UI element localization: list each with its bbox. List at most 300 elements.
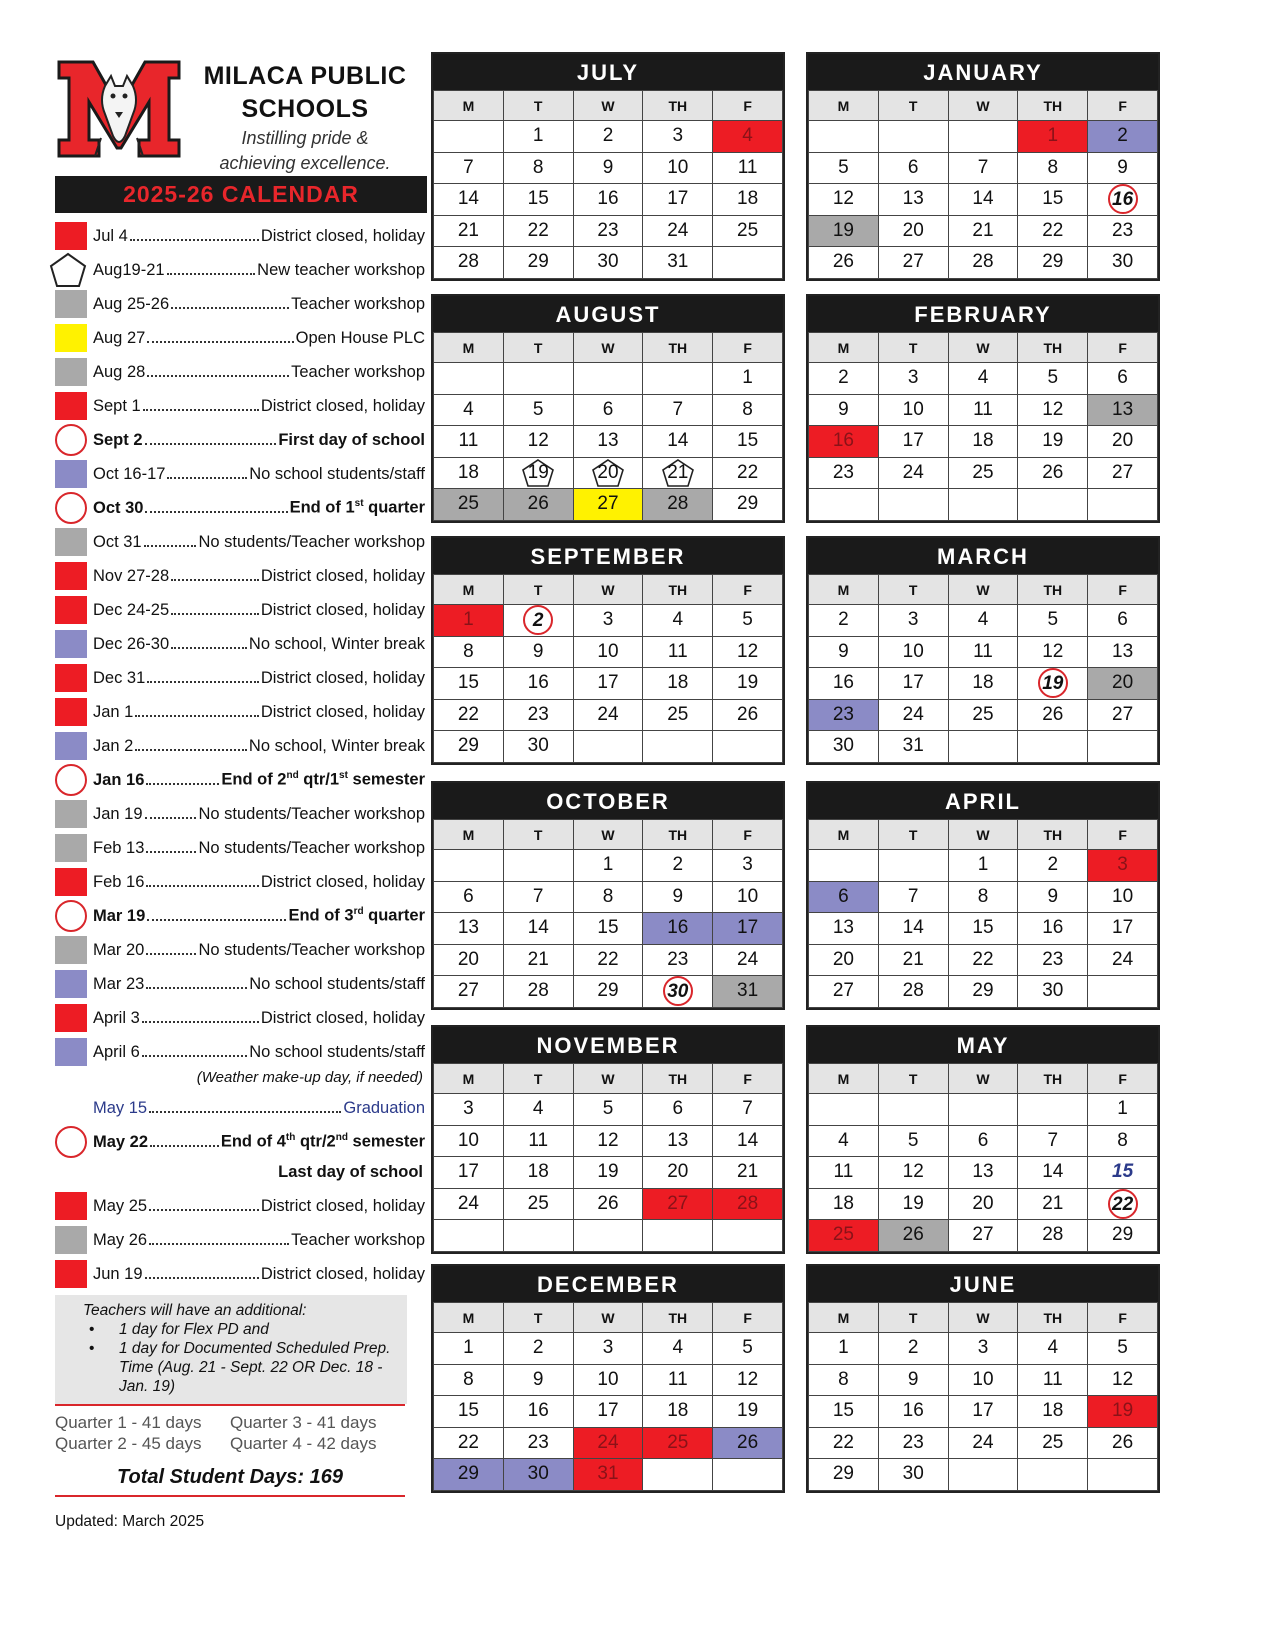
- legend-value: Teacher workshop: [291, 1230, 425, 1249]
- day-cell: [713, 636, 783, 668]
- day-number: 15: [457, 672, 479, 694]
- day-cell: [434, 426, 504, 458]
- day-number: 5: [907, 1129, 919, 1151]
- day-number: 1: [742, 367, 753, 389]
- leader-dots: [143, 409, 259, 411]
- day-number: 26: [737, 703, 759, 725]
- legend-date: May 26: [93, 1230, 148, 1249]
- day-cell: [434, 1364, 504, 1396]
- day-number: 31: [737, 980, 759, 1002]
- day-cell: [809, 1427, 879, 1459]
- day-number: 3: [907, 609, 919, 631]
- legend-item: [55, 695, 435, 729]
- legend-date: Sept 1: [93, 396, 141, 415]
- day-number: 14: [667, 430, 689, 452]
- day-number: 24: [597, 1431, 619, 1453]
- weekday-header: M: [434, 1064, 504, 1094]
- month-grid: [808, 1302, 1158, 1491]
- day-number: 23: [832, 461, 854, 483]
- weekday-header: M: [809, 820, 879, 850]
- day-number: 17: [902, 430, 924, 452]
- day-cell: [573, 944, 643, 976]
- leader-dots: [145, 443, 277, 445]
- day-number: 29: [1112, 1224, 1134, 1246]
- day-cell: [643, 121, 713, 153]
- legend-value: End of 1: [289, 498, 355, 517]
- day-cell: [643, 1396, 713, 1428]
- weekday-header: W: [948, 1064, 1018, 1094]
- day-cell: [948, 1157, 1018, 1189]
- day-number: 15: [1112, 1161, 1134, 1183]
- weekday-header: T: [878, 1064, 948, 1094]
- day-number: 13: [832, 917, 854, 939]
- day-cell: [503, 668, 573, 700]
- day-number: 15: [457, 1400, 479, 1422]
- day-cell: [1018, 1427, 1088, 1459]
- day-number: 22: [457, 703, 479, 725]
- day-cell: [878, 699, 948, 731]
- day-number: 5: [742, 609, 753, 631]
- day-cell: [1088, 394, 1158, 426]
- leader-dots: [147, 919, 286, 921]
- day-number: 6: [1117, 367, 1128, 389]
- month-title: MARCH: [808, 538, 1158, 574]
- weekday-header: W: [948, 333, 1018, 363]
- day-cell: [643, 394, 713, 426]
- day-cell: [434, 184, 504, 216]
- day-cell: [1088, 215, 1158, 247]
- day-cell: [878, 636, 948, 668]
- legend-date: Dec 26-30: [93, 634, 170, 653]
- day-cell: [434, 152, 504, 184]
- day-number: 15: [737, 430, 759, 452]
- day-cell: [573, 1220, 643, 1252]
- color-swatch: [55, 664, 87, 692]
- legend-description: [343, 1099, 425, 1118]
- day-number: 6: [672, 1098, 684, 1120]
- day-cell: [573, 215, 643, 247]
- legend-date: Aug19-21: [93, 260, 165, 279]
- color-swatch: [55, 596, 87, 624]
- legend-value: Open House PLC: [295, 328, 425, 347]
- weekday-header: W: [573, 820, 643, 850]
- weekday-header: M: [434, 1303, 504, 1333]
- day-cell: [573, 1427, 643, 1459]
- day-cell: [1018, 1364, 1088, 1396]
- day-number: 23: [667, 948, 689, 970]
- leader-dots: [146, 885, 258, 887]
- weekday-header: F: [1088, 91, 1158, 121]
- legend-sup: nd: [335, 1132, 348, 1144]
- day-number: 20: [667, 1161, 689, 1183]
- day-number: 1: [838, 1337, 849, 1359]
- day-cell: [878, 668, 948, 700]
- quarter-1: Quarter 1 - 41 days: [55, 1413, 202, 1432]
- month-title: JANUARY: [808, 54, 1158, 90]
- legend-value-after: semester: [347, 770, 425, 789]
- day-number: 10: [1112, 885, 1134, 907]
- motto-line2: achieving excellence.: [219, 153, 391, 173]
- day-number: 5: [602, 1098, 614, 1120]
- day-cell: [948, 1396, 1018, 1428]
- teacher-note-head: Teachers will have an additional:: [83, 1302, 307, 1319]
- day-number: 1: [463, 609, 474, 631]
- day-number: 31: [597, 1463, 619, 1485]
- day-number: 18: [667, 1400, 689, 1422]
- day-cell: [573, 1157, 643, 1189]
- day-number: 22: [1108, 1189, 1138, 1219]
- day-cell: [434, 457, 504, 489]
- legend-description: [291, 363, 425, 382]
- day-cell: [1088, 1125, 1158, 1157]
- day-number: 1: [602, 854, 614, 876]
- day-number: 18: [972, 430, 994, 452]
- day-cell: [809, 1459, 879, 1491]
- legend-value: No students/Teacher workshop: [198, 940, 425, 959]
- day-cell: [434, 1459, 504, 1491]
- day-number: 9: [838, 398, 849, 420]
- day-number: 5: [838, 156, 849, 178]
- month-november: [431, 1025, 785, 1254]
- day-number: 13: [972, 1161, 994, 1183]
- legend-date: Jan 2: [93, 736, 134, 755]
- day-cell: [713, 1125, 783, 1157]
- day-number: 10: [972, 1368, 994, 1390]
- legend-item: [55, 321, 435, 355]
- day-number: 23: [527, 1431, 549, 1453]
- day-number: 24: [457, 1192, 479, 1214]
- day-cell: [713, 457, 783, 489]
- legend-date: Dec 24-25: [93, 600, 170, 619]
- legend-value: End of 2: [221, 770, 287, 789]
- day-cell: [573, 1125, 643, 1157]
- leader-dots: [147, 375, 289, 377]
- weekday-header: T: [878, 1303, 948, 1333]
- weekday-header: M: [434, 333, 504, 363]
- day-number: 28: [1042, 1224, 1064, 1246]
- day-number: 26: [597, 1192, 619, 1214]
- day-cell: [643, 668, 713, 700]
- legend-value-after: semester: [347, 1132, 425, 1151]
- day-cell: [643, 731, 713, 763]
- weekday-header: F: [1088, 1303, 1158, 1333]
- day-cell: [1018, 489, 1088, 521]
- color-swatch: [55, 1226, 87, 1254]
- day-number: 8: [1117, 1129, 1128, 1151]
- month-grid: [808, 574, 1158, 763]
- day-cell: [809, 1220, 879, 1252]
- day-number: 29: [597, 980, 619, 1002]
- color-swatch: [55, 324, 87, 352]
- day-cell: [713, 1333, 783, 1365]
- weekday-header: TH: [643, 333, 713, 363]
- day-number: 21: [737, 1161, 759, 1183]
- month-june: [806, 1264, 1160, 1493]
- day-cell: [809, 699, 879, 731]
- day-cell: [503, 363, 573, 395]
- day-number: 22: [457, 1431, 479, 1453]
- day-cell: [713, 363, 783, 395]
- month-grid: [433, 1302, 783, 1491]
- day-cell: [573, 976, 643, 1008]
- weekday-header: T: [878, 333, 948, 363]
- day-cell: [1088, 1188, 1158, 1220]
- leader-dots: [146, 783, 219, 785]
- legend-value: District closed, holiday: [260, 396, 425, 415]
- day-cell: [434, 1333, 504, 1365]
- day-cell: [1018, 1333, 1088, 1365]
- day-number: 15: [972, 917, 994, 939]
- leader-dots: [130, 239, 259, 241]
- day-cell: [1018, 881, 1088, 913]
- day-cell: [434, 944, 504, 976]
- month-grid: [433, 574, 783, 763]
- day-cell: [643, 605, 713, 637]
- day-number: 4: [672, 1337, 684, 1359]
- day-cell: [1018, 363, 1088, 395]
- day-cell: [713, 1364, 783, 1396]
- weekday-header: T: [503, 1064, 573, 1094]
- day-number: 23: [902, 1431, 924, 1453]
- day-cell: [434, 605, 504, 637]
- legend-item: [55, 593, 435, 627]
- day-cell: [948, 668, 1018, 700]
- day-number: 13: [597, 430, 619, 452]
- legend-description: [261, 1265, 425, 1284]
- day-cell: [434, 121, 504, 153]
- day-cell: [809, 1157, 879, 1189]
- day-number: 30: [527, 735, 549, 757]
- day-cell: [643, 976, 713, 1008]
- day-number: 25: [527, 1192, 549, 1214]
- day-number: 17: [902, 672, 924, 694]
- day-number: 18: [832, 1192, 854, 1214]
- day-number: 14: [527, 917, 549, 939]
- day-cell: [573, 363, 643, 395]
- day-number: 27: [902, 251, 924, 273]
- day-cell: [643, 489, 713, 521]
- legend-item: [55, 287, 435, 321]
- weekday-header: TH: [1018, 1064, 1088, 1094]
- day-cell: [503, 731, 573, 763]
- day-number: 20: [457, 948, 479, 970]
- day-number: 20: [902, 219, 924, 241]
- legend-date: Oct 16-17: [93, 464, 166, 483]
- legend-description: [288, 906, 425, 926]
- color-swatch: [55, 1192, 87, 1220]
- day-number: 14: [737, 1129, 759, 1151]
- weekday-header: W: [573, 333, 643, 363]
- day-number: 23: [1042, 948, 1064, 970]
- legend-description: [261, 1009, 425, 1028]
- day-number: 9: [838, 640, 849, 662]
- day-cell: [809, 913, 879, 945]
- day-number: 11: [973, 398, 993, 420]
- legend-value: No school, Winter break: [248, 736, 425, 755]
- weekday-header: M: [809, 575, 879, 605]
- day-number: 21: [1042, 1192, 1064, 1214]
- month-grid: [808, 90, 1158, 279]
- day-number: 10: [902, 640, 924, 662]
- day-number: 27: [667, 1192, 689, 1214]
- day-number: 3: [977, 1337, 989, 1359]
- day-number: 2: [602, 125, 614, 147]
- day-cell: [1018, 457, 1088, 489]
- legend-description: [221, 770, 425, 790]
- legend-value: District closed, holiday: [260, 1264, 425, 1283]
- day-cell: [948, 636, 1018, 668]
- day-cell: [948, 426, 1018, 458]
- month-january: [806, 52, 1160, 281]
- day-number: 3: [907, 367, 919, 389]
- day-cell: [503, 426, 573, 458]
- day-number: 7: [532, 885, 544, 907]
- day-number: 27: [457, 980, 479, 1002]
- day-number: 16: [1108, 184, 1138, 214]
- day-cell: [809, 944, 879, 976]
- color-swatch: [55, 1004, 87, 1032]
- day-number: 12: [1042, 398, 1064, 420]
- day-cell: [503, 215, 573, 247]
- legend-item: [55, 1257, 435, 1291]
- day-cell: [1088, 1333, 1158, 1365]
- day-cell: [573, 1396, 643, 1428]
- legend-item: [55, 865, 435, 899]
- day-cell: [503, 1459, 573, 1491]
- day-number: 29: [1042, 251, 1064, 273]
- day-number: 8: [463, 1368, 474, 1390]
- day-cell: [643, 247, 713, 279]
- day-cell: [1088, 1427, 1158, 1459]
- day-number: 2: [523, 605, 553, 635]
- weekday-header: T: [503, 820, 573, 850]
- legend-date: Mar 23: [93, 974, 145, 993]
- day-number: 6: [977, 1129, 989, 1151]
- day-number: 17: [972, 1400, 994, 1422]
- day-number: 12: [1042, 640, 1064, 662]
- day-number: 24: [972, 1431, 994, 1453]
- legend-description: [198, 805, 425, 824]
- weekday-header: TH: [1018, 575, 1088, 605]
- quarter-3: Quarter 3 - 41 days: [230, 1413, 377, 1432]
- day-cell: [503, 1333, 573, 1365]
- day-number: 25: [457, 493, 479, 515]
- day-number: 5: [532, 398, 544, 420]
- day-cell: [503, 1157, 573, 1189]
- day-number: 26: [1112, 1431, 1134, 1453]
- weekday-header: TH: [643, 91, 713, 121]
- day-cell: [713, 881, 783, 913]
- day-number: 14: [457, 188, 479, 210]
- day-cell: [948, 731, 1018, 763]
- day-cell: [503, 184, 573, 216]
- day-cell: [503, 1125, 573, 1157]
- legend-date: Dec 31: [93, 668, 146, 687]
- day-cell: [643, 426, 713, 458]
- legend-date: April 3: [93, 1008, 140, 1027]
- day-cell: [503, 152, 573, 184]
- day-number: 11: [667, 640, 688, 662]
- day-number: 5: [1117, 1337, 1128, 1359]
- quarter-2: Quarter 2 - 45 days: [55, 1434, 202, 1453]
- day-cell: [878, 1396, 948, 1428]
- day-cell: [878, 605, 948, 637]
- day-cell: [643, 1220, 713, 1252]
- day-cell: [434, 215, 504, 247]
- day-number: 10: [902, 398, 924, 420]
- legend-description: [257, 261, 425, 280]
- day-number: 6: [1117, 609, 1128, 631]
- day-number: 15: [1042, 188, 1064, 210]
- day-number: 7: [463, 156, 474, 178]
- day-cell: [643, 881, 713, 913]
- day-number: 22: [597, 948, 619, 970]
- day-number: 1: [532, 125, 544, 147]
- legend-item: [55, 1035, 435, 1069]
- day-number: 28: [972, 251, 994, 273]
- day-cell: [503, 394, 573, 426]
- legend-item: [55, 763, 435, 797]
- day-number: 1: [463, 1337, 474, 1359]
- day-number: 12: [832, 188, 854, 210]
- day-cell: [809, 184, 879, 216]
- day-cell: [434, 1396, 504, 1428]
- day-cell: [809, 850, 879, 882]
- day-cell: [809, 1364, 879, 1396]
- weekday-header: W: [573, 91, 643, 121]
- leader-dots: [142, 1055, 247, 1057]
- day-number: 17: [597, 672, 619, 694]
- day-cell: [1018, 1220, 1088, 1252]
- day-cell: [1018, 699, 1088, 731]
- day-number: 18: [972, 672, 994, 694]
- day-number: 26: [737, 1431, 759, 1453]
- day-cell: [809, 731, 879, 763]
- day-cell: [713, 1094, 783, 1126]
- day-number: 18: [667, 672, 689, 694]
- day-cell: [809, 457, 879, 489]
- legend-value: District closed, holiday: [260, 1008, 425, 1027]
- legend-value: District closed, holiday: [260, 566, 425, 585]
- color-swatch: [55, 1260, 87, 1288]
- divider: [55, 1495, 405, 1497]
- day-cell: [503, 1188, 573, 1220]
- day-cell: [1018, 668, 1088, 700]
- legend-sup: st: [354, 498, 364, 510]
- legend-item: [55, 967, 435, 1001]
- month-title: OCTOBER: [433, 783, 783, 819]
- weekday-header: W: [948, 575, 1018, 605]
- day-number: 30: [902, 1463, 924, 1485]
- day-cell: [434, 881, 504, 913]
- color-swatch: [55, 358, 87, 386]
- legend-value: Teacher workshop: [291, 294, 425, 313]
- weekday-header: M: [809, 1064, 879, 1094]
- legend-description: [261, 601, 425, 620]
- day-cell: [713, 699, 783, 731]
- legend-item: [55, 1189, 435, 1223]
- legend-value: No school students/staff: [249, 464, 425, 483]
- day-cell: [713, 731, 783, 763]
- day-number: 7: [672, 398, 684, 420]
- day-number: 1: [1047, 125, 1059, 147]
- day-number: 25: [737, 219, 759, 241]
- legend-description: [261, 873, 425, 892]
- day-cell: [503, 1220, 573, 1252]
- day-cell: [1018, 636, 1088, 668]
- day-number: 26: [1042, 703, 1064, 725]
- day-number: 16: [832, 430, 854, 452]
